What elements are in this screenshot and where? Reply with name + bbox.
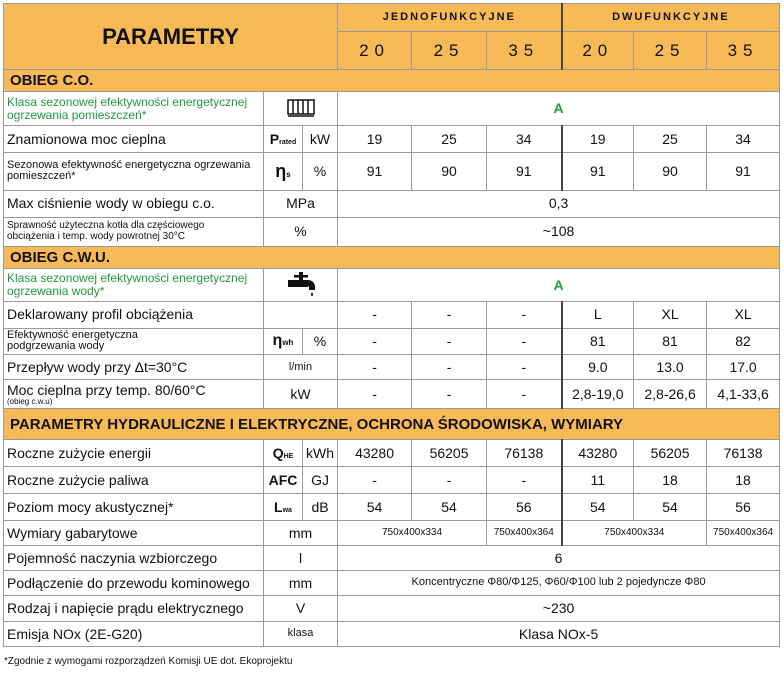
table-cell: 91 (487, 153, 562, 190)
co-class-value: A (338, 92, 780, 126)
table-cell: - (487, 328, 562, 355)
co-power-symbol: Prated (264, 126, 303, 153)
dims-label: Wymiary gabarytowe (4, 521, 264, 546)
table-cell: 90 (634, 153, 707, 190)
table-cell: 19 (338, 126, 412, 153)
cwu-class-value: A (338, 269, 780, 301)
table-cell: 2,8-19,0 (562, 380, 634, 409)
table-cell: 43280 (562, 440, 634, 467)
table-cell: - (487, 301, 562, 328)
energy-label: Roczne zużycie energii (4, 440, 264, 467)
table-cell: 81 (634, 328, 707, 355)
table-cell: 11 (562, 467, 634, 494)
table-cell: 81 (562, 328, 634, 355)
fuel-unit: GJ (303, 467, 338, 494)
cwu-eff-unit: % (303, 328, 338, 355)
table-cell: L (562, 301, 634, 328)
table-cell: 54 (634, 494, 707, 521)
table-cell: - (338, 328, 412, 355)
page-title: PARAMETRY (4, 4, 338, 70)
table-cell: 34 (707, 126, 780, 153)
vessel-value: 6 (338, 546, 780, 571)
table-cell: 2,8-26,6 (634, 380, 707, 409)
table-cell: 91 (562, 153, 634, 190)
table-cell: - (338, 380, 412, 409)
energy-symbol: QHE (264, 440, 303, 467)
table-cell: 750x400x334 (338, 521, 487, 546)
table-cell: - (412, 328, 487, 355)
co-eff-symbol: ηs (264, 153, 303, 190)
noise-symbol: Lwa (264, 494, 303, 521)
flue-value: Koncentryczne Φ80/Φ125, Φ60/Φ100 lub 2 pojedyncze Φ80 (338, 571, 780, 596)
table-cell: 56 (707, 494, 780, 521)
co-pressure-value: 0,3 (338, 190, 780, 217)
co-partial-label: Sprawność użyteczna kotła dla częściowego obciążenia i temp. wody powrotnej 30°C (4, 217, 264, 246)
nox-value: Klasa NOx-5 (338, 621, 780, 646)
section-heading-co: OBIEG C.O. (4, 70, 780, 92)
co-class-label: Klasa sezonowej efektywności energetycznej ogrzewania pomieszczeń* (4, 92, 264, 126)
nox-label: Emisja NOx (2E-G20) (4, 621, 264, 646)
table-cell: 25 (634, 126, 707, 153)
table-cell: 4,1-33,6 (707, 380, 780, 409)
flue-label: Podłączenie do przewodu kominowego (4, 571, 264, 596)
table-cell: 76138 (487, 440, 562, 467)
table-cell: 91 (707, 153, 780, 190)
fuel-label: Roczne zużycie paliwa (4, 467, 264, 494)
table-cell: 18 (707, 467, 780, 494)
group-single-function: JEDNOFUNKCYJNE (338, 4, 562, 32)
water-tap-icon (264, 269, 338, 301)
table-cell: 56205 (634, 440, 707, 467)
section-heading-hydraulic: PARAMETRY HYDRAULICZNE I ELEKTRYCZNE, OCHRONA ŚRODOWISKA, WYMIARY (4, 409, 780, 440)
table-cell: 750x400x364 (707, 521, 780, 546)
co-partial-unit: % (264, 217, 338, 246)
power-header: 35 (707, 32, 780, 70)
voltage-unit: V (264, 595, 338, 621)
table-cell: XL (634, 301, 707, 328)
power-header: 20 (562, 32, 634, 70)
co-pressure-label: Max ciśnienie wody w obiegu c.o. (4, 190, 264, 217)
table-cell: 750x400x364 (487, 521, 562, 546)
fuel-symbol: AFC (264, 467, 303, 494)
table-cell: 82 (707, 328, 780, 355)
table-cell: - (338, 467, 412, 494)
nox-unit: klasa (264, 621, 338, 646)
radiator-icon (264, 92, 338, 126)
power-header: 20 (338, 32, 412, 70)
table-cell: 19 (562, 126, 634, 153)
co-partial-value: ~108 (338, 217, 780, 246)
table-cell: XL (707, 301, 780, 328)
cwu-class-label: Klasa sezonowej efektywności energetycznej ogrzewania wody* (4, 269, 264, 301)
power-header: 35 (487, 32, 562, 70)
table-cell: 90 (412, 153, 487, 190)
table-cell: 9.0 (562, 355, 634, 380)
table-cell: 54 (412, 494, 487, 521)
table-cell: 56 (487, 494, 562, 521)
group-dual-function: DWUFUNKCYJNE (562, 4, 780, 32)
table-cell: - (412, 301, 487, 328)
co-power-unit: kW (303, 126, 338, 153)
cwu-profile-label: Deklarowany profil obciążenia (4, 301, 264, 328)
co-eff-unit: % (303, 153, 338, 190)
table-cell: - (487, 355, 562, 380)
table-cell: - (338, 355, 412, 380)
table-cell: 91 (338, 153, 412, 190)
table-cell: 43280 (338, 440, 412, 467)
table-cell: 54 (338, 494, 412, 521)
cwu-heat-unit: kW (264, 380, 338, 409)
power-header: 25 (634, 32, 707, 70)
table-cell: 76138 (707, 440, 780, 467)
table-cell: - (487, 380, 562, 409)
table-cell: 56205 (412, 440, 487, 467)
vessel-label: Pojemność naczynia wzbiorczego (4, 546, 264, 571)
co-eff-label: Sezonowa efektywność energetyczna ogrzewania pomieszczeń* (4, 153, 264, 190)
vessel-unit: l (264, 546, 338, 571)
table-cell: - (412, 467, 487, 494)
table-cell: 34 (487, 126, 562, 153)
cwu-eff-label: Efektywność energetyczna podgrzewania wody (4, 328, 264, 355)
power-header: 25 (412, 32, 487, 70)
table-cell: 18 (634, 467, 707, 494)
cwu-heat-label: Moc cieplna przy temp. 80/60°C (obieg c.w.u) (4, 380, 264, 409)
cwu-flow-label: Przepływ wody przy Δt=30°C (4, 355, 264, 380)
noise-label: Poziom mocy akustycznej* (4, 494, 264, 521)
table-cell: - (338, 301, 412, 328)
voltage-label: Rodzaj i napięcie prądu elektrycznego (4, 595, 264, 621)
co-power-label: Znamionowa moc cieplna (4, 126, 264, 153)
table-cell: - (487, 467, 562, 494)
dims-unit: mm (264, 521, 338, 546)
flue-unit: mm (264, 571, 338, 596)
table-cell: 25 (412, 126, 487, 153)
voltage-value: ~230 (338, 595, 780, 621)
cwu-flow-unit: l/min (264, 355, 338, 380)
energy-unit: kWh (303, 440, 338, 467)
table-cell: - (412, 355, 487, 380)
co-pressure-unit: MPa (264, 190, 338, 217)
table-cell: 13.0 (634, 355, 707, 380)
noise-unit: dB (303, 494, 338, 521)
table-cell: 17.0 (707, 355, 780, 380)
table-cell: 750x400x334 (562, 521, 707, 546)
empty-cell (264, 301, 338, 328)
table-cell: 54 (562, 494, 634, 521)
cwu-eff-symbol: ηwh (264, 328, 303, 355)
footnote: *Zgodnie z wymogami rozporządzeń Komisji UE dot. Ekoprojektu (4, 656, 293, 667)
section-heading-cwu: OBIEG C.W.U. (4, 246, 780, 269)
parameters-table (3, 3, 780, 647)
table-cell: - (412, 380, 487, 409)
